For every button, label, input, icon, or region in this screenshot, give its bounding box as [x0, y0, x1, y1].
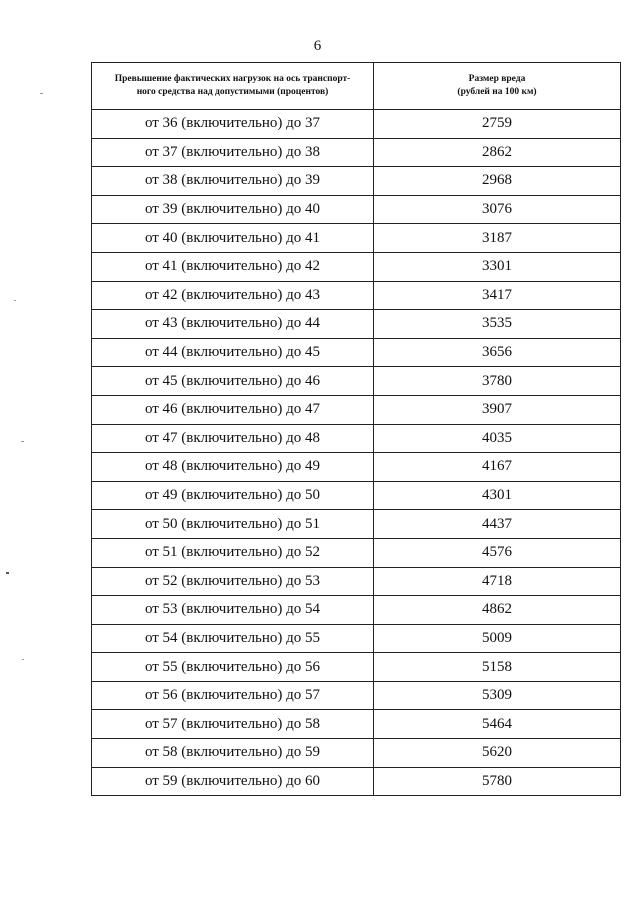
table-row	[92, 424, 621, 453]
damage-amount-cell: 3907	[374, 395, 621, 424]
table-body	[92, 110, 621, 796]
table-row	[92, 596, 621, 625]
page-number: 6	[313, 38, 322, 54]
table-row	[92, 538, 621, 567]
damage-amount-cell: 2968	[374, 167, 621, 196]
damage-amount-cell: 5620	[374, 739, 621, 768]
table-row	[92, 624, 621, 653]
damage-amount-cell: 3780	[374, 367, 621, 396]
header-damage-line-2: (рублей на 100 км)	[457, 87, 537, 97]
overload-range-cell: от 42 (включительно) до 43	[92, 281, 374, 310]
damage-amount-cell: 3076	[374, 195, 621, 224]
overload-range-cell: от 52 (включительно) до 53	[92, 567, 374, 596]
overload-range-cell: от 36 (включительно) до 37	[92, 110, 374, 139]
header-damage-amount	[374, 63, 621, 110]
table-row	[92, 338, 621, 367]
damage-amount-cell: 2862	[374, 138, 621, 167]
table-row	[92, 224, 621, 253]
table-row	[92, 167, 621, 196]
scan-artifact-mark	[6, 572, 9, 574]
table-row	[92, 653, 621, 682]
header-overload-percent	[92, 63, 374, 110]
overload-range-cell: от 49 (включительно) до 50	[92, 481, 374, 510]
damage-amount-cell: 5780	[374, 767, 621, 796]
damage-amount-cell: 5309	[374, 681, 621, 710]
damage-amount-cell: 4437	[374, 510, 621, 539]
damage-amount-cell: 3301	[374, 252, 621, 281]
damage-amount-cell: 5158	[374, 653, 621, 682]
overload-range-cell: от 54 (включительно) до 55	[92, 624, 374, 653]
scan-artifact-mark	[14, 300, 16, 301]
overload-range-cell: от 40 (включительно) до 41	[92, 224, 374, 253]
table-row	[92, 710, 621, 739]
overload-range-cell: от 58 (включительно) до 59	[92, 739, 374, 768]
table-row	[92, 367, 621, 396]
overload-range-cell: от 45 (включительно) до 46	[92, 367, 374, 396]
table-row	[92, 767, 621, 796]
overload-range-cell: от 37 (включительно) до 38	[92, 138, 374, 167]
overload-range-cell: от 43 (включительно) до 44	[92, 310, 374, 339]
table-header	[92, 63, 621, 110]
damage-amount-cell: 3187	[374, 224, 621, 253]
table-row	[92, 453, 621, 482]
overload-range-cell: от 46 (включительно) до 47	[92, 395, 374, 424]
table-row	[92, 567, 621, 596]
scan-artifact-mark	[40, 93, 43, 94]
damage-amount-cell: 4718	[374, 567, 621, 596]
overload-range-cell: от 55 (включительно) до 56	[92, 653, 374, 682]
table-row	[92, 481, 621, 510]
table-row	[92, 310, 621, 339]
overload-range-cell: от 59 (включительно) до 60	[92, 767, 374, 796]
damage-amount-cell: 3656	[374, 338, 621, 367]
table-row	[92, 252, 621, 281]
overload-range-cell: от 39 (включительно) до 40	[92, 195, 374, 224]
overload-range-cell: от 51 (включительно) до 52	[92, 538, 374, 567]
scan-artifact-mark	[21, 441, 24, 442]
damage-amount-cell: 4862	[374, 596, 621, 625]
overload-range-cell: от 44 (включительно) до 45	[92, 338, 374, 367]
overload-range-cell: от 41 (включительно) до 42	[92, 252, 374, 281]
overload-range-cell: от 50 (включительно) до 51	[92, 510, 374, 539]
scan-artifact-mark	[22, 659, 24, 660]
overload-range-cell: от 56 (включительно) до 57	[92, 681, 374, 710]
damage-amount-cell: 4167	[374, 453, 621, 482]
overload-range-cell: от 48 (включительно) до 49	[92, 453, 374, 482]
table-row	[92, 281, 621, 310]
table-row	[92, 739, 621, 768]
table-row	[92, 195, 621, 224]
damage-amount-cell: 5464	[374, 710, 621, 739]
overload-range-cell: от 57 (включительно) до 58	[92, 710, 374, 739]
table-row	[92, 681, 621, 710]
header-damage-line-1: Размер вреда	[468, 74, 526, 84]
damage-amount-cell: 4301	[374, 481, 621, 510]
overload-range-cell: от 47 (включительно) до 48	[92, 424, 374, 453]
damage-table	[91, 62, 621, 796]
table-row	[92, 510, 621, 539]
header-row	[92, 63, 621, 110]
damage-amount-cell: 5009	[374, 624, 621, 653]
header-overload-line-1: Превышение фактических нагрузок на ось транспорт-	[114, 74, 351, 84]
header-overload-line-2: ного средства над допустимыми (процентов)	[136, 87, 329, 97]
table-row	[92, 395, 621, 424]
damage-amount-cell: 4576	[374, 538, 621, 567]
damage-amount-cell: 4035	[374, 424, 621, 453]
overload-range-cell: от 53 (включительно) до 54	[92, 596, 374, 625]
overload-range-cell: от 38 (включительно) до 39	[92, 167, 374, 196]
damage-amount-cell: 2759	[374, 110, 621, 139]
table-row	[92, 138, 621, 167]
table-row	[92, 110, 621, 139]
damage-amount-cell: 3417	[374, 281, 621, 310]
damage-amount-cell: 3535	[374, 310, 621, 339]
